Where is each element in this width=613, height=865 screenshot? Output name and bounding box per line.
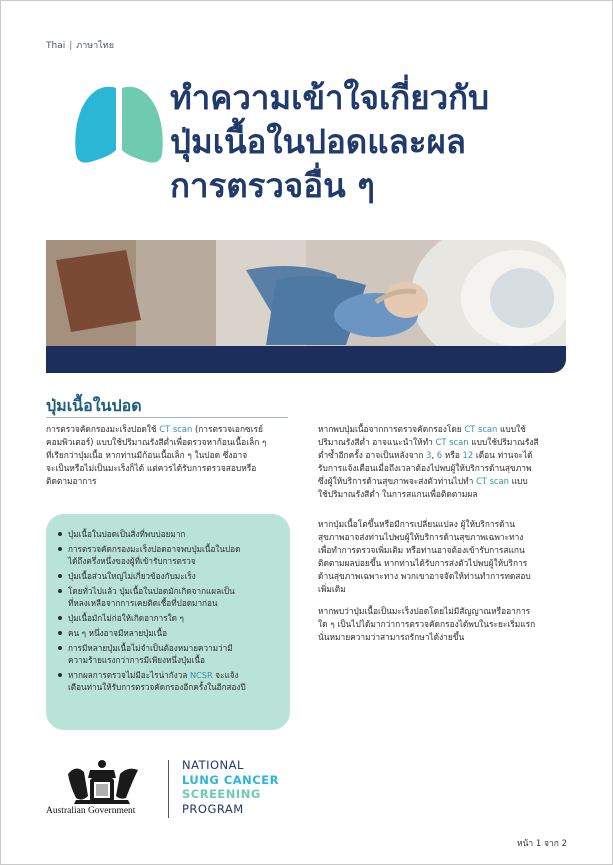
list-item: ปุ่มเนื้อในปอดเป็นสิ่งที่พบบ่อยมาก [68, 528, 278, 540]
key-facts-box [46, 514, 290, 730]
list-item: การตรวจคัดกรองมะเร็งปอดอาจพบปุ่มเนื้อในปอด ได้ถึงครึ่งหนึ่งของผู้ที่เข้ารับการตรวจ [68, 543, 278, 567]
language-label [46, 38, 114, 52]
text-line: คอมพิวเตอร์) แบบใช้ปริมาณรังสีต่ำเพื่อตรวจหาก้อนเนื้อเล็ก ๆ [46, 437, 267, 447]
language-english: Thai [46, 41, 66, 51]
text-line: หากพบปุ่มเนื้อจากการตรวจคัดกรองโดย CT scan แบบใช้ [318, 424, 526, 434]
government-label: Australian Government [46, 806, 136, 816]
text-line: ติดตามอาการ [46, 476, 97, 486]
list-item: โดยทั่วไปแล้ว ปุ่มเนื้อในปอดมักเกิดจากแผลเป็น ที่หลงเหลือจากการเคยติดเชื้อที่ปอดมาก่อน [68, 585, 278, 609]
section-divider [46, 417, 288, 418]
footer-divider [168, 760, 169, 818]
list-item: คน ๆ หนึ่งอาจมีหลายปุ่มเนื้อ [68, 627, 278, 639]
text-line: ต่ำซ้ำอีกครั้ง อาจเป็นหลังจาก 3, 6 หรือ 12 เดือน ท่านจะได้ [318, 450, 533, 460]
text-line: ใช้ปริมาณรังสีต่ำ ในการสแกนเพื่อติดตามผล [318, 489, 478, 499]
list-item: ปุ่มเนื้อส่วนใหญ่ไม่เกี่ยวข้องกับมะเร็ง [68, 570, 278, 582]
program-line: LUNG CANCER [182, 772, 279, 787]
text-line: จะเป็นหรือไม่เป็นมะเร็งก็ได้ แต่ควรได้รับการตรวจสอบหรือ [46, 463, 257, 473]
text-line: สุขภาพอาจส่งท่านไปพบผู้ให้บริการด้านสุขภาพเฉพาะทาง [318, 532, 524, 542]
hero-photo [46, 240, 566, 373]
text-line: การตรวจคัดกรองมะเร็งปอดใช้ CT scan (การตรวจเอกซเรย์ [46, 424, 263, 434]
program-logo [182, 758, 279, 816]
program-line: SCREENING [182, 787, 261, 801]
section-heading: ปุ่มเนื้อในปอด [46, 396, 142, 415]
text-line: หากปุ่มเนื้อโตขึ้นหรือมีการเปลี่ยนแปลง ผู้ให้บริการด้าน [318, 519, 515, 529]
page-title [170, 76, 570, 208]
text-line: รับการแจ้งเตือนเมื่อถึงเวลาต้องไปพบผู้ให้บริการด้านสุขภาพ [318, 463, 532, 473]
text-line: เพื่อทำการตรวจเพิ่มเติม หรือท่านอาจต้องเข้ารับการสแกน [318, 545, 525, 555]
title-line: ปุ่มเนื้อในปอดและผล [170, 122, 467, 161]
lungs-icon [74, 82, 164, 164]
language-separator: | [69, 41, 73, 51]
text-line: ที่เรียกว่าปุ่มเนื้อ หากท่านมีก้อนเนื้อเล็ก ๆ ในปอด ซึ่งอาจ [46, 450, 248, 460]
list-item: หากผลการตรวจไม่มีอะไรน่ากังวล NCSR จะแจ้ง เตือนท่านให้รับการตรวจคัดกรองอีกครั้งในอีกสองปี [68, 669, 278, 693]
text-line: ซึ่งผู้ให้บริการด้านสุขภาพจะส่งตัวท่านไปทำ CT scan แบบ [318, 476, 528, 486]
text-line: ปริมาณรังสีต่ำ อาจแนะนำให้ทำ CT scan แบบใช้ปริมาณรังสี [318, 437, 539, 447]
follow-up-paragraph [318, 423, 570, 501]
title-line: การตรวจอื่น ๆ [170, 166, 375, 205]
page-number: หน้า 1 จาก 2 [516, 839, 567, 849]
growth-paragraph [318, 518, 570, 596]
cancer-paragraph [318, 605, 570, 644]
text-line: หากพบว่าปุ่มเนื้อเป็นมะเร็งปอดโดยไม่มีสัญญาณหรืออาการ [318, 606, 531, 616]
title-line: ทำความเข้าใจเกี่ยวกับ [170, 78, 490, 117]
text-line: เพิ่มเติม [318, 584, 346, 594]
list-item: การมีหลายปุ่มเนื้อไม่จำเป็นต้องหมายความว่ามี ความร้ายแรงกว่าการมีเพียงหนึ่งปุ่มเนื้อ [68, 642, 278, 666]
program-line: PROGRAM [182, 801, 244, 816]
text-line: ติดตามผลบ่อยขึ้น หากท่านได้รับการส่งตัวไปพบผู้ให้บริการ [318, 558, 528, 568]
intro-paragraph [46, 423, 292, 488]
text-line: ด้านสุขภาพเฉพาะทาง พวกเขาอาจจัดให้ท่านทำการทดสอบ [318, 571, 531, 581]
list-item: ปุ่มเนื้อมักไม่ก่อให้เกิดอาการใด ๆ [68, 612, 278, 624]
language-native: ภาษาไทย [76, 41, 114, 51]
text-line: ใด ๆ เป็นไปได้มากว่าการตรวจคัดกรองได้พบในระยะเริ่มแรก [318, 619, 536, 629]
program-line: NATIONAL [182, 758, 244, 772]
text-line: นั่นหมายความว่าสามารถรักษาได้ง่ายขึ้น [318, 632, 465, 642]
